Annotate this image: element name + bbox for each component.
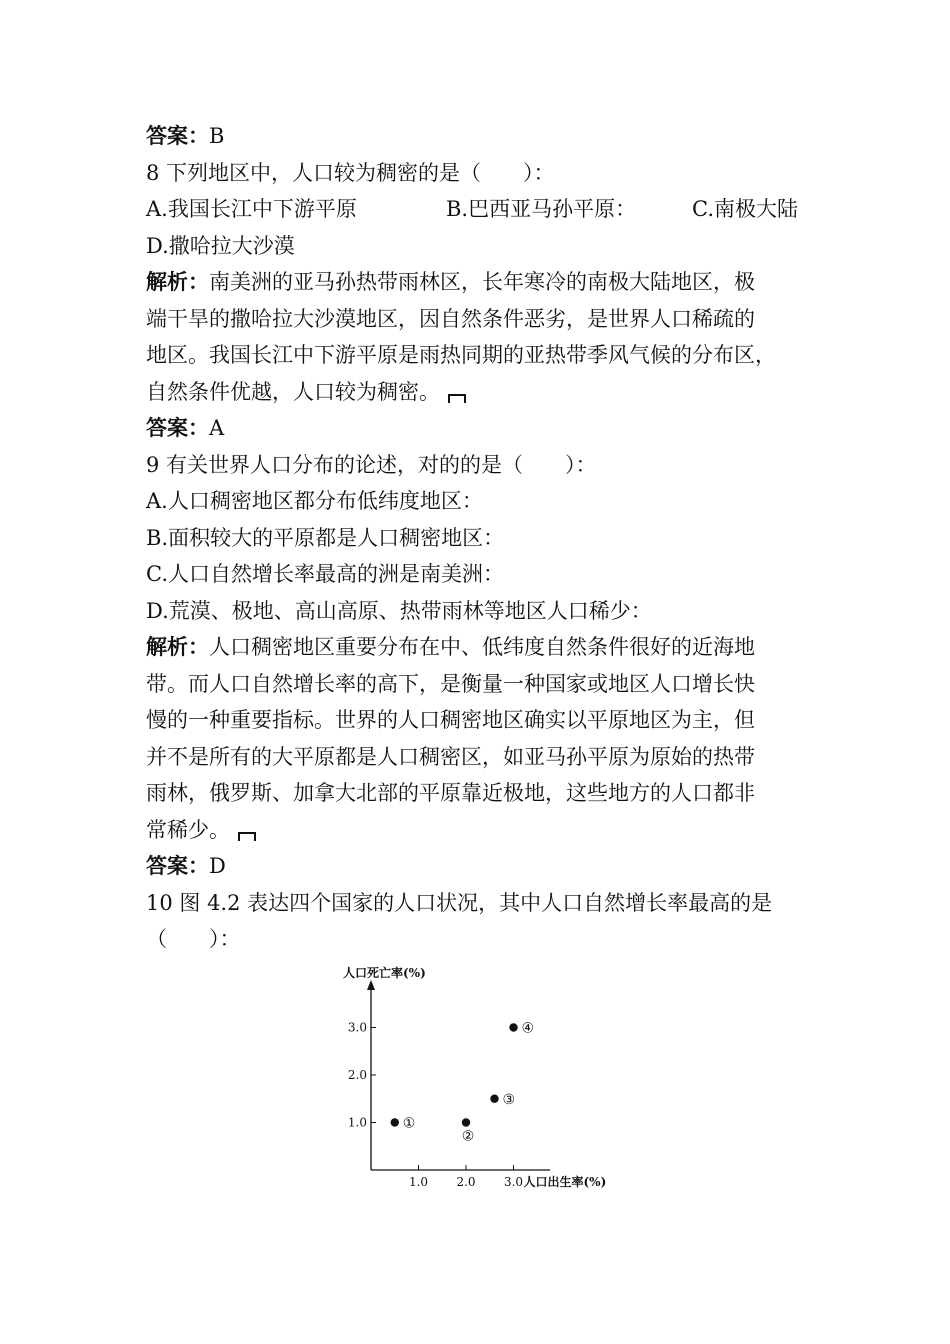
x-tick-label: 3.0	[503, 1175, 524, 1189]
text-line	[146, 520, 826, 557]
bracket-mark-icon	[238, 832, 256, 841]
text-line	[146, 264, 826, 301]
birth-death-rate-scatter-chart	[334, 960, 624, 1200]
line-text: B.面积较大的平原都是人口稠密地区：	[146, 525, 505, 550]
data-point-label: ④	[521, 1020, 535, 1037]
data-point	[509, 1023, 517, 1031]
text-line	[146, 118, 826, 155]
bracket-mark-icon	[448, 394, 466, 403]
line-text: 慢的一种重要指标。世界的人口稠密地区确实以平原地区为主，但	[146, 708, 755, 732]
text-line	[146, 739, 826, 776]
line-text: 常稀少。	[146, 817, 230, 842]
x-tick-label: 2.0	[456, 1175, 476, 1189]
section-label: 答案：	[146, 854, 209, 878]
x-tick-label: 1.0	[408, 1175, 429, 1189]
data-point-label: ①	[402, 1115, 416, 1132]
text-line	[146, 483, 826, 520]
text-line	[146, 848, 826, 885]
line-text: 端干旱的撒哈拉大沙漠地区，因自然条件恶劣，是世界人口稀疏的	[146, 306, 755, 331]
document-body	[146, 118, 826, 958]
line-text: D.撒哈拉大沙漠	[146, 233, 295, 258]
line-text: B	[209, 124, 225, 148]
option-text: A.我国长江中下游平原	[146, 197, 357, 221]
y-tick-label: 1.0	[347, 1115, 367, 1130]
line-text: C.人口自然增长率最高的洲是南美洲：	[146, 562, 504, 586]
y-tick-label: 2.0	[347, 1068, 367, 1082]
data-point-label: ②	[461, 1128, 475, 1145]
text-line	[146, 775, 826, 812]
text-line	[146, 593, 826, 630]
text-line	[146, 666, 826, 703]
line-text: 带。而人口自然增长率的高下，是衡量一种国家或地区人口增长快	[146, 671, 755, 696]
y-axis-title: 人口死亡率(%)	[343, 966, 426, 980]
section-label: 解析：	[146, 635, 209, 659]
x-axis-title: 人口出生率(%)	[523, 1175, 607, 1189]
option-text: B.巴西亚马孙平原：	[446, 197, 637, 221]
line-text: 自然条件优越，人口较为稠密。	[146, 379, 440, 404]
line-text: A.人口稠密地区都分布低纬度地区：	[146, 489, 483, 513]
text-line	[146, 812, 826, 849]
text-line	[146, 301, 826, 338]
line-text: 人口稠密地区重要分布在中、低纬度自然条件很好的近海地	[209, 635, 755, 659]
option-text: C.南极大陆	[692, 197, 798, 221]
y-tick-label: 3.0	[347, 1020, 367, 1035]
section-label: 解析：	[146, 270, 209, 294]
text-line	[146, 885, 826, 922]
data-point	[490, 1095, 498, 1103]
line-text: 雨林，俄罗斯、加拿大北部的平原靠近极地，这些地方的人口都非	[146, 781, 755, 805]
text-line	[146, 191, 826, 228]
line-text: D.荒漠、极地、高山高原、热带雨林等地区人口稀少：	[146, 598, 652, 623]
text-line	[146, 447, 826, 484]
text-line	[146, 337, 826, 374]
line-text: D	[209, 854, 226, 878]
data-point	[462, 1118, 470, 1126]
section-label: 答案：	[146, 124, 209, 148]
line-text: 10 图 4.2 表达四个国家的人口状况，其中人口自然增长率最高的是	[146, 890, 773, 915]
line-text: 南美洲的亚马孙热带雨林区，长年寒冷的南极大陆地区，极	[209, 270, 755, 294]
data-point-label: ③	[502, 1091, 516, 1108]
text-line	[146, 702, 826, 739]
section-label: 答案：	[146, 416, 209, 440]
text-line	[146, 921, 826, 958]
text-line	[146, 228, 826, 265]
line-text: 并不是所有的大平原都是人口稠密区，如亚马孙平原为原始的热带	[146, 744, 755, 769]
text-line	[146, 155, 826, 192]
line-text: （ ）：	[146, 927, 241, 951]
text-line	[146, 556, 826, 593]
y-axis-arrow-icon	[367, 980, 375, 990]
line-text: A	[209, 416, 225, 440]
text-line	[146, 629, 826, 666]
text-line	[146, 410, 826, 447]
line-text: 9 有关世界人口分布的论述，对的的是（ ）：	[146, 452, 597, 477]
data-point	[391, 1118, 399, 1126]
line-text: 8 下列地区中，人口较为稠密的是（ ）：	[146, 160, 555, 185]
line-text: 地区。我国长江中下游平原是雨热同期的亚热带季风气候的分布区，	[146, 343, 776, 367]
text-line	[146, 374, 826, 411]
